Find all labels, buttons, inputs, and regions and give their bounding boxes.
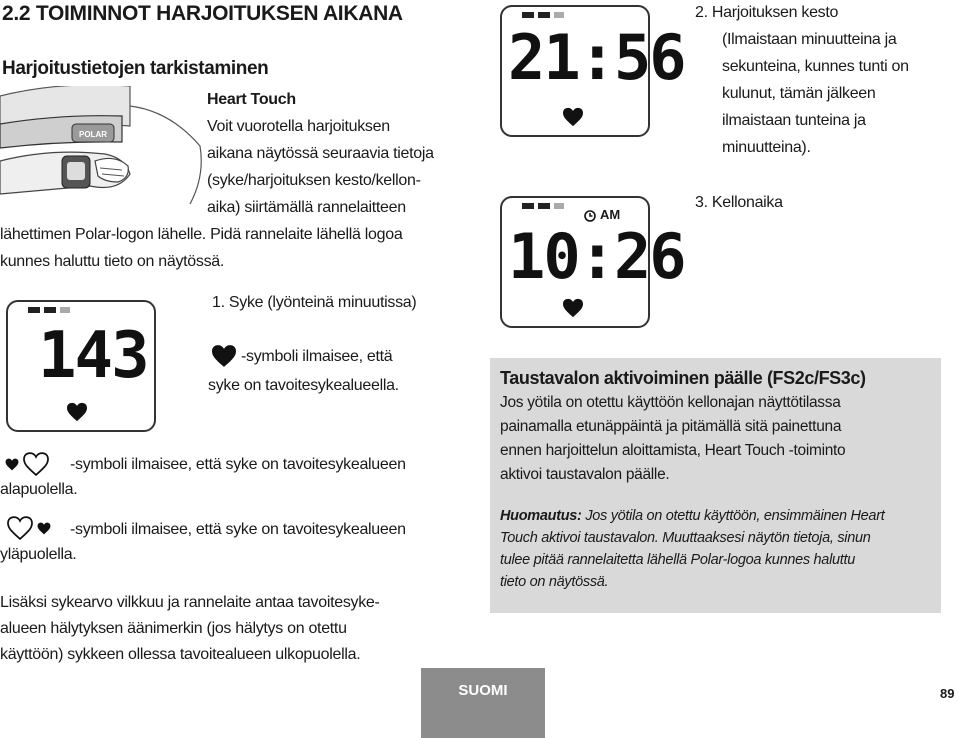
item-2-line-4: kulunut, tämän jälkeen: [722, 85, 876, 102]
item-2-line-3: sekunteina, kunnes tunti on: [722, 58, 909, 75]
intro-line-6: kunnes haluttu tieto on näytössä.: [0, 253, 225, 270]
signal-bar-icon: [554, 12, 564, 18]
below-zone-line-2: alapuolella.: [0, 481, 78, 498]
alarm-line-3: käyttöön) sykkeen ollessa tavoitealueen ulkopuolella.: [0, 646, 361, 663]
signal-bar-icon: [522, 12, 534, 18]
below-zone-line-1: -symboli ilmaisee, että syke on tavoitesykealueen: [70, 456, 406, 473]
item-2-line-2: (Ilmaistaan minuutteina ja: [722, 31, 897, 48]
alarm-line-1: Lisäksi sykearvo vilkkuu ja rannelaite antaa tavoitesyke-: [0, 594, 380, 611]
heart-rate-readout: 143: [38, 319, 148, 393]
page-number: 89: [940, 686, 955, 701]
above-zone-line-2: yläpuolella.: [0, 546, 77, 563]
signal-bar-icon: [60, 307, 70, 313]
item-2-line-1: 2. Harjoituksen kesto: [695, 4, 839, 21]
heart-icon: [562, 107, 584, 127]
am-indicator: AM: [600, 207, 621, 222]
signal-bar-icon: [554, 203, 564, 209]
signal-bar-icon: [538, 12, 550, 18]
intro-line-2: aikana näytössä seuraavia tietoja: [207, 145, 434, 162]
item-2-line-6: minuutteina).: [722, 139, 811, 156]
note-line-2: Touch aktivoi taustavalon. Muuttaaksesi näytön tietoja, sinun: [500, 530, 871, 546]
watch-display-duration: [500, 5, 685, 137]
signal-bar-icon: [28, 307, 40, 313]
item-1: 1. Syke (lyönteinä minuutissa): [212, 294, 417, 311]
watch-display-time: [500, 196, 685, 328]
signal-bar-icon: [44, 307, 56, 313]
duration-readout: 21:56: [508, 21, 685, 94]
intro-line-5: lähettimen Polar-logon lähelle. Pidä rannelaite lähellä logoa: [0, 226, 403, 243]
watch-display-heart-rate: [6, 300, 156, 432]
signal-bar-icon: [522, 203, 534, 209]
language-tab: SUOMI: [421, 668, 545, 738]
note-label: Huomautus:: [500, 508, 582, 524]
backlight-title: Taustavalon aktivoiminen päälle (FS2c/FS3c): [500, 368, 866, 388]
time-readout: 10:26: [508, 220, 685, 293]
backlight-line-3: ennen harjoittelun aloittamista, Heart Touch -toiminto: [500, 442, 846, 459]
backlight-info-box: [490, 358, 941, 613]
intro-line-3: (syke/harjoituksen kesto/kellon-: [207, 172, 421, 189]
alarm-line-2: alueen hälytyksen äänimerkin (jos hälytys on otettu: [0, 620, 347, 637]
heart-in-zone-icon: [208, 344, 240, 368]
section-title: 2.2 TOIMINNOT HARJOITUKSEN AIKANA: [2, 2, 403, 25]
in-zone-line-2: syke on tavoitesykealueella.: [208, 377, 399, 394]
heart-icon: [66, 402, 88, 422]
sub-heading: Harjoitustietojen tarkistaminen: [2, 58, 269, 79]
note-first: Jos yötila on otettu käyttöön, ensimmäinen Heart: [581, 508, 885, 524]
heart-touch-title: Heart Touch: [207, 91, 296, 108]
backlight-line-2: painamalla etunäppäintä ja pitämällä sitä painettuna: [500, 418, 842, 435]
arm-strap-illustration: [0, 86, 205, 206]
above-zone-line-1: -symboli ilmaisee, että syke on tavoitesykealueen: [70, 521, 406, 538]
heart-above-zone-icon: [5, 516, 51, 540]
polar-logo: POLAR: [79, 130, 107, 139]
in-zone-line-1: -symboli ilmaisee, että: [241, 348, 393, 365]
heart-icon: [562, 298, 584, 318]
intro-line-4: aika) siirtämällä rannelaitteen: [207, 199, 406, 216]
note-line-1: [500, 505, 931, 527]
item-2-line-5: ilmaistaan tunteina ja: [722, 112, 866, 129]
note-line-4: tieto on näytössä.: [500, 574, 609, 590]
backlight-line-1: Jos yötila on otettu käyttöön kellonajan näyttötilassa: [500, 394, 841, 411]
intro-line-1: Voit vuorotella harjoituksen: [207, 118, 390, 135]
item-3: 3. Kellonaika: [695, 194, 783, 211]
note-line-3: tulee pitää rannelaitetta lähellä Polar-logoa kunnes haluttu: [500, 552, 855, 568]
backlight-line-4: aktivoi taustavalon päälle.: [500, 466, 670, 483]
signal-bar-icon: [538, 203, 550, 209]
heart-below-zone-icon: [5, 452, 51, 476]
